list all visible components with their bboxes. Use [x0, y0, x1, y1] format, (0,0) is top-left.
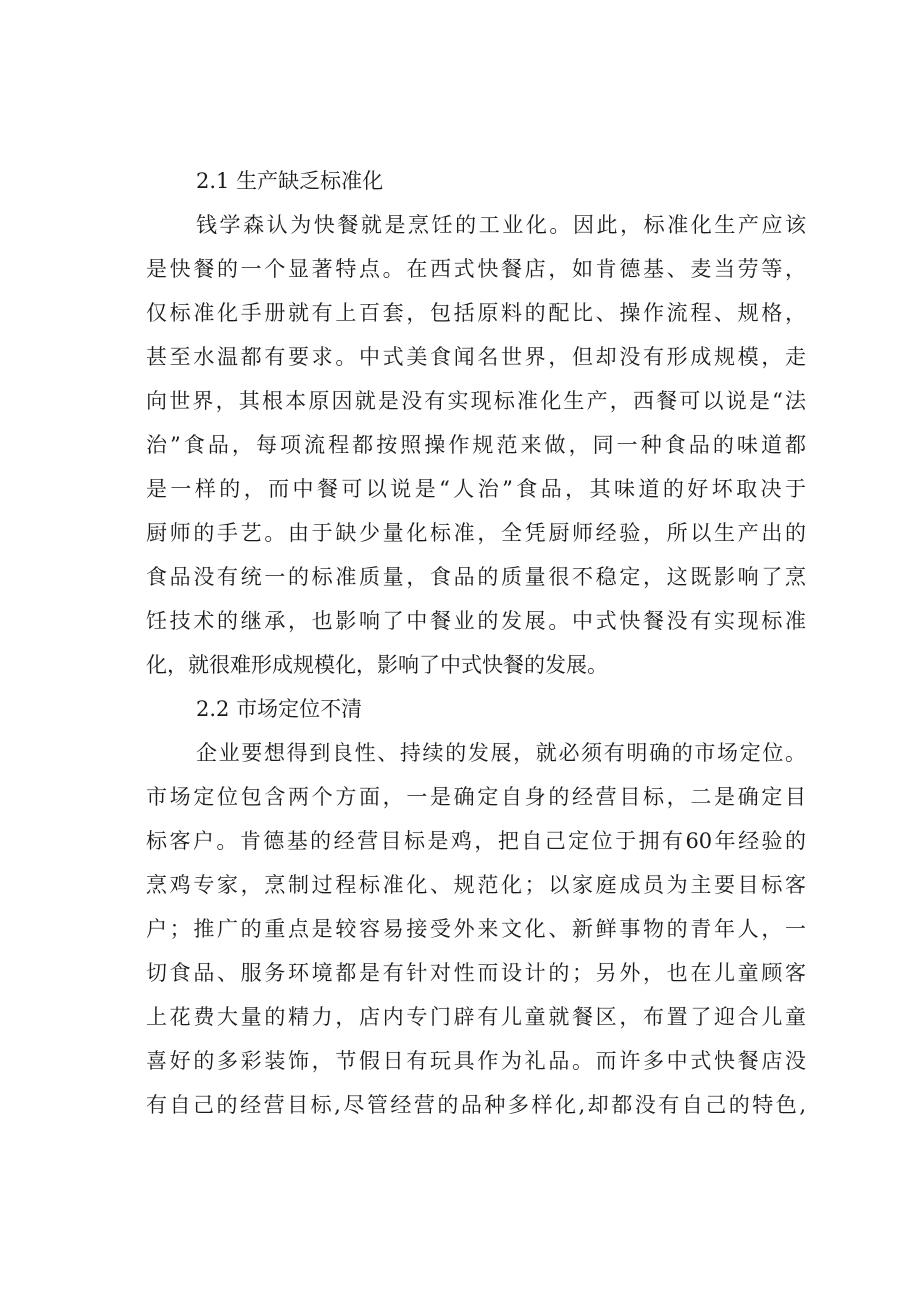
paragraph-line: 户；推广的重点是较容易接受外来文化、新鲜事物的青年人，一 [146, 917, 806, 941]
section-heading-2-1: 2.1 生产缺乏标准化 [196, 169, 384, 193]
paragraph-line: 厨师的手艺。由于缺少量化标准，全凭厨师经验，所以生产出的 [146, 521, 806, 545]
paragraph-line: 切食品、服务环境都是有针对性而设计的；另外，也在儿童顾客 [146, 961, 806, 985]
paragraph-line: 标客户。肯德基的经营目标是鸡，把自己定位于拥有60年经验的 [146, 829, 806, 853]
paragraph-line: 向世界，其根本原因就是没有实现标准化生产，西餐可以说是“法 [146, 389, 806, 413]
paragraph-line: 市场定位包含两个方面，一是确定自身的经营目标，二是确定目 [146, 785, 806, 809]
paragraph-line: 是一样的，而中餐可以说是“人治”食品，其味道的好坏取决于 [146, 477, 806, 501]
paragraph-line: 治”食品，每项流程都按照操作规范来做，同一种食品的味道都 [146, 433, 806, 457]
section-heading-2-2: 2.2 市场定位不清 [196, 697, 363, 721]
paragraph-line: 甚至水温都有要求。中式美食闻名世界，但却没有形成规模，走 [146, 345, 806, 369]
paragraph-line: 是快餐的一个显著特点。在西式快餐店，如肯德基、麦当劳等， [146, 257, 806, 281]
paragraph-line: 钱学森认为快餐就是烹饪的工业化。因此，标准化生产应该 [196, 213, 806, 237]
paragraph-line: 烹鸡专家，烹制过程标准化、规范化；以家庭成员为主要目标客 [146, 873, 806, 897]
paragraph-line: 有自己的经营目标,尽管经营的品种多样化,却都没有自己的特色, [146, 1093, 806, 1117]
paragraph-line: 饪技术的继承，也影响了中餐业的发展。中式快餐没有实现标准 [146, 609, 806, 633]
paragraph-line: 上花费大量的精力，店内专门辟有儿童就餐区，布置了迎合儿童 [146, 1005, 806, 1029]
paragraph-line: 喜好的多彩装饰，节假日有玩具作为礼品。而许多中式快餐店没 [146, 1049, 806, 1073]
paragraph-line: 化，就很难形成规模化，影响了中式快餐的发展。 [146, 653, 608, 677]
paragraph-line: 企业要想得到良性、持续的发展，就必须有明确的市场定位。 [196, 741, 806, 765]
paragraph-line: 食品没有统一的标准质量，食品的质量很不稳定，这既影响了烹 [146, 565, 806, 589]
paragraph-line: 仅标准化手册就有上百套，包括原料的配比、操作流程、规格， [146, 301, 806, 325]
